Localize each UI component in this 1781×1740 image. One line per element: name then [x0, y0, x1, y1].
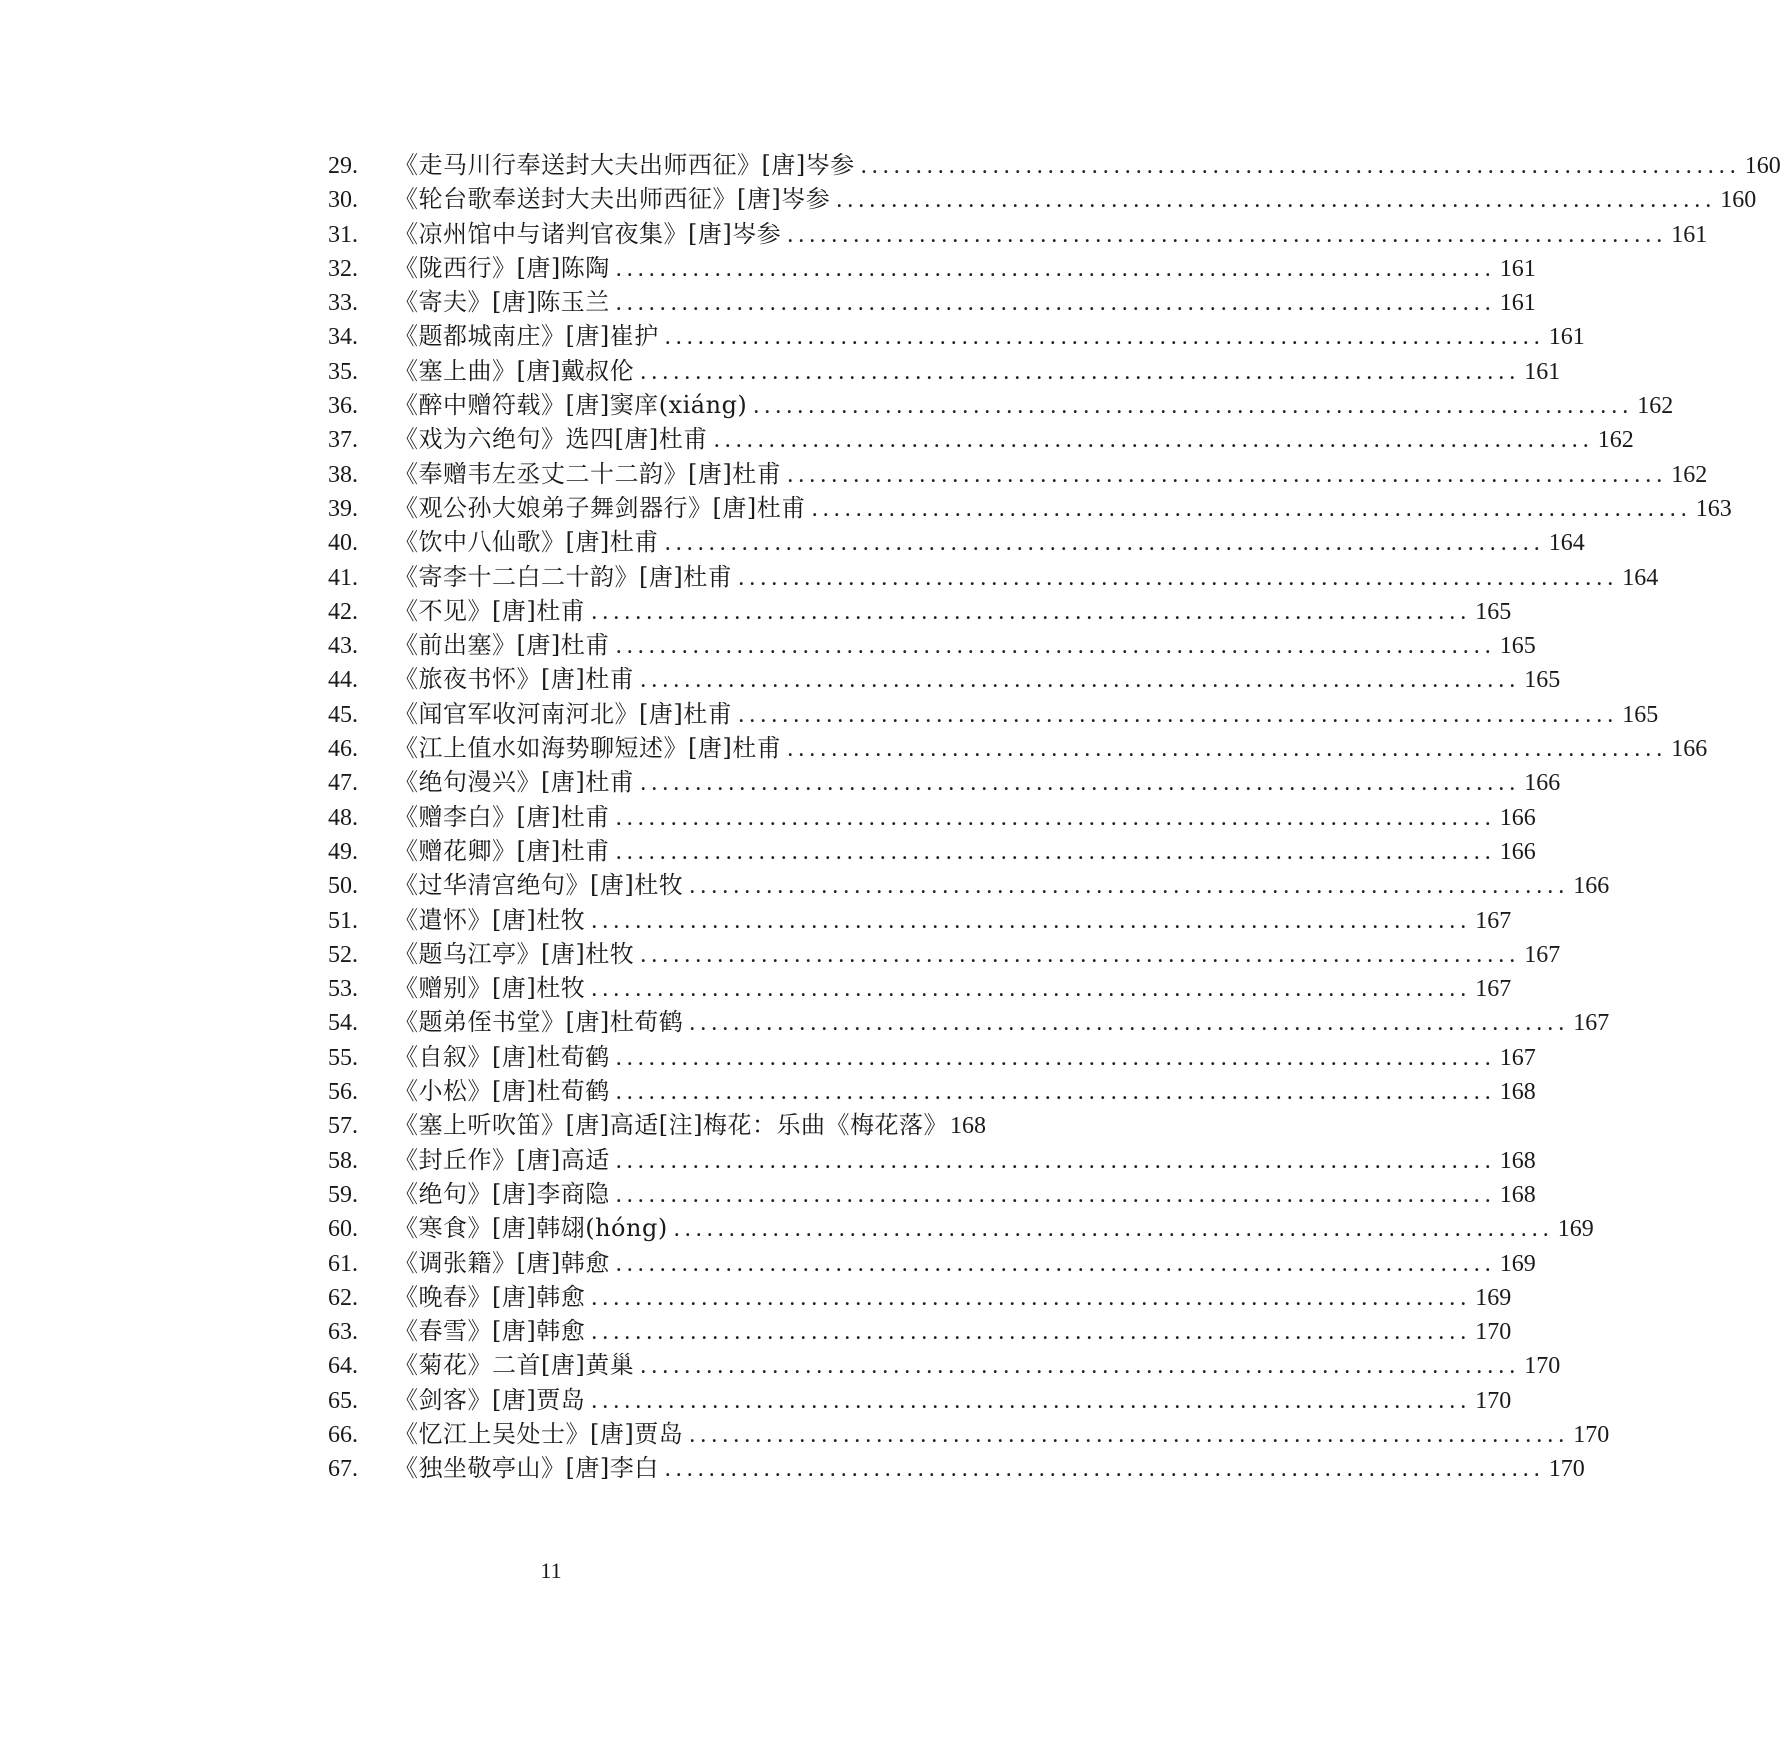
toc-entry[interactable]	[328, 628, 1536, 662]
entry-page: 162	[1597, 427, 1634, 454]
entry-page: 165	[1524, 667, 1561, 694]
toc-entry[interactable]	[328, 354, 1561, 388]
entry-page: 164	[1622, 564, 1659, 591]
entry-page: 161	[1524, 358, 1561, 385]
toc-entry[interactable]	[328, 285, 1536, 319]
entry-title: 《饮中八仙歌》[唐]杜甫	[394, 528, 659, 557]
dot-leader: ................................................................................	[738, 564, 1619, 591]
dot-leader: ................................................................................	[615, 1181, 1496, 1208]
entry-number: 43.	[328, 633, 358, 660]
entry-page: 164	[1548, 530, 1585, 557]
entry-number: 37.	[328, 427, 358, 454]
toc-entry[interactable]	[328, 1143, 1536, 1177]
entry-number: 58.	[328, 1147, 358, 1174]
toc-entry[interactable]	[328, 800, 1536, 834]
toc-entry[interactable]	[328, 937, 1561, 971]
entry-number: 35.	[328, 358, 358, 385]
entry-title: 《戏为六绝句》选四[唐]杜甫	[394, 425, 708, 454]
toc-entry[interactable]	[328, 1108, 998, 1142]
dot-leader: ................................................................................	[640, 770, 1521, 797]
entry-title: 《绝句漫兴》[唐]杜甫	[394, 768, 635, 797]
entry-number: 45.	[328, 701, 358, 728]
dot-leader: ................................................................................	[689, 1421, 1570, 1448]
toc-entry[interactable]	[328, 731, 1708, 765]
entry-page: 169	[1557, 1216, 1594, 1243]
entry-title: 《江上值水如海势聊短述》[唐]杜甫	[394, 734, 782, 763]
entry-number: 52.	[328, 941, 358, 968]
dot-leader: ................................................................................	[591, 1284, 1472, 1311]
entry-number: 47.	[328, 770, 358, 797]
entry-number: 62.	[328, 1284, 358, 1311]
entry-page: 160	[1744, 153, 1781, 179]
entry-number: 38.	[328, 461, 358, 488]
dot-leader: ................................................................................	[689, 1010, 1570, 1037]
toc-entry[interactable]	[328, 319, 1585, 353]
entry-title: 《凉州馆中与诸判官夜集》[唐]岑参	[394, 219, 782, 248]
entry-title: 《题乌江亭》[唐]杜牧	[394, 939, 635, 968]
dot-leader: ................................................................................	[640, 358, 1521, 385]
dot-leader: ................................................................................	[615, 633, 1496, 660]
entry-title: 《晚春》[唐]韩愈	[394, 1282, 586, 1311]
dot-leader: ................................................................................	[836, 187, 1717, 214]
entry-number: 53.	[328, 976, 358, 1003]
entry-title: 《不见》[唐]杜甫	[394, 596, 586, 625]
entry-page: 162	[1671, 461, 1708, 488]
dot-leader: ................................................................................	[591, 1319, 1472, 1346]
entry-page: 167	[1475, 907, 1512, 934]
entry-number: 57.	[328, 1113, 358, 1140]
entry-title: 《题弟侄书堂》[唐]杜荀鹤	[394, 1008, 684, 1037]
toc-entry[interactable]	[328, 1177, 1536, 1211]
entry-title: 《轮台歌奉送封大夫出师西征》[唐]岑参	[394, 185, 831, 214]
entry-title: 《春雪》[唐]韩愈	[394, 1317, 586, 1346]
entry-number: 31.	[328, 221, 358, 248]
entry-title: 《奉赠韦左丞丈二十二韵》[唐]杜甫	[394, 459, 782, 488]
dot-leader: ................................................................................	[787, 461, 1668, 488]
entry-number: 64.	[328, 1353, 358, 1380]
entry-number: 61.	[328, 1250, 358, 1277]
toc-entry[interactable]	[328, 1417, 1610, 1451]
entry-title: 《醉中赠符载》[唐]窦庠(xiáng)	[394, 391, 748, 420]
toc-entry[interactable]	[328, 1211, 1594, 1245]
dot-leader: ................................................................................	[615, 838, 1496, 865]
dot-leader: ................................................................................	[664, 530, 1545, 557]
entry-page: 168	[1499, 1079, 1536, 1106]
toc-entry[interactable]	[328, 491, 1732, 525]
toc-entry[interactable]	[328, 903, 1512, 937]
entry-title: 《寄李十二白二十韵》[唐]杜甫	[394, 562, 733, 591]
entry-title: 《观公孙大娘弟子舞剑器行》[唐]杜甫	[394, 493, 806, 522]
entry-title: 《封丘作》[唐]高适	[394, 1145, 610, 1174]
entry-page: 168	[949, 1113, 986, 1140]
entry-page: 166	[1499, 838, 1536, 865]
entry-page: 166	[1524, 770, 1561, 797]
entry-page: 166	[1573, 873, 1610, 900]
entry-title: 《闻官军收河南河北》[唐]杜甫	[394, 699, 733, 728]
dot-leader: ................................................................................	[664, 324, 1545, 351]
entry-title: 《遣怀》[唐]杜牧	[394, 905, 586, 934]
dot-leader: ................................................................................	[591, 598, 1472, 625]
dot-leader: ................................................................................	[753, 393, 1634, 420]
table-of-contents	[328, 148, 1781, 1486]
entry-number: 42.	[328, 598, 358, 625]
entry-number: 40.	[328, 530, 358, 557]
toc-entry[interactable]	[328, 1040, 1536, 1074]
toc-entry[interactable]	[328, 182, 1757, 216]
entry-number: 63.	[328, 1319, 358, 1346]
entry-title: 《寒食》[唐]韩翃(hóng)	[394, 1214, 668, 1243]
entry-page: 165	[1622, 701, 1659, 728]
toc-entry[interactable]	[328, 1074, 1536, 1108]
toc-entry[interactable]	[328, 525, 1585, 559]
entry-page: 165	[1475, 598, 1512, 625]
entry-page: 166	[1499, 804, 1536, 831]
entry-page: 169	[1499, 1250, 1536, 1277]
entry-number: 49.	[328, 838, 358, 865]
toc-entry[interactable]	[328, 765, 1561, 799]
entry-page: 166	[1671, 736, 1708, 763]
toc-entry[interactable]	[328, 834, 1536, 868]
toc-entry[interactable]	[328, 1246, 1536, 1280]
entry-page: 163	[1695, 495, 1732, 522]
toc-entry[interactable]	[328, 457, 1708, 491]
dot-leader: ................................................................................	[713, 427, 1594, 454]
entry-title: 《寄夫》[唐]陈玉兰	[394, 288, 610, 317]
toc-entry[interactable]	[328, 251, 1536, 285]
dot-leader: ................................................................................	[615, 1044, 1496, 1071]
toc-entry[interactable]	[328, 422, 1634, 456]
toc-entry[interactable]	[328, 868, 1610, 902]
entry-page: 160	[1720, 187, 1757, 214]
entry-number: 46.	[328, 736, 358, 763]
entry-number: 51.	[328, 907, 358, 934]
toc-entry[interactable]	[328, 594, 1512, 628]
toc-entry[interactable]	[328, 971, 1512, 1005]
entry-page: 167	[1573, 1010, 1610, 1037]
toc-entry[interactable]	[328, 1348, 1561, 1382]
entry-title: 《塞上听吹笛》[唐]高适[注]梅花：乐曲《梅花落》	[394, 1111, 948, 1140]
entry-title: 《题都城南庄》[唐]崔护	[394, 322, 659, 351]
entry-number: 66.	[328, 1421, 358, 1448]
entry-number: 59.	[328, 1181, 358, 1208]
dot-leader: ................................................................................	[615, 1147, 1496, 1174]
dot-leader: ................................................................................	[615, 1079, 1496, 1106]
dot-leader: ................................................................................	[591, 907, 1472, 934]
entry-page: 170	[1475, 1387, 1512, 1414]
entry-title: 《赠花卿》[唐]杜甫	[394, 836, 610, 865]
entry-title: 《忆江上吴处士》[唐]贾岛	[394, 1419, 684, 1448]
entry-number: 67.	[328, 1456, 358, 1483]
dot-leader: ................................................................................	[615, 290, 1496, 317]
entry-number: 33.	[328, 290, 358, 317]
entry-number: 41.	[328, 564, 358, 591]
dot-leader: ................................................................................	[615, 1250, 1496, 1277]
entry-page: 167	[1475, 976, 1512, 1003]
dot-leader: ................................................................................	[640, 941, 1521, 968]
entry-number: 39.	[328, 495, 358, 522]
entry-title: 《赠李白》[唐]杜甫	[394, 802, 610, 831]
entry-title: 《过华清宫绝句》[唐]杜牧	[394, 871, 684, 900]
dot-leader: ................................................................................	[640, 667, 1521, 694]
entry-page: 170	[1475, 1319, 1512, 1346]
toc-entry[interactable]	[328, 1383, 1512, 1417]
toc-entry[interactable]	[328, 217, 1708, 251]
entry-page: 169	[1475, 1284, 1512, 1311]
entry-title: 《小松》[唐]杜荀鹤	[394, 1077, 610, 1106]
entry-title: 《走马川行奉送封大夫出师西征》[唐]岑参	[394, 151, 855, 179]
entry-number: 50.	[328, 873, 358, 900]
dot-leader: ................................................................................	[640, 1353, 1521, 1380]
toc-entry[interactable]	[328, 1005, 1610, 1039]
entry-page: 170	[1524, 1353, 1561, 1380]
entry-number: 56.	[328, 1079, 358, 1106]
entry-number: 55.	[328, 1044, 358, 1071]
entry-title: 《独坐敬亭山》[唐]李白	[394, 1454, 659, 1483]
entry-number: 30.	[328, 187, 358, 214]
dot-leader: ................................................................................	[591, 976, 1472, 1003]
entry-page: 161	[1548, 324, 1585, 351]
dot-leader: ................................................................................	[860, 153, 1741, 179]
entry-page: 170	[1548, 1456, 1585, 1483]
entry-page: 167	[1499, 1044, 1536, 1071]
entry-number: 34.	[328, 324, 358, 351]
entry-page: 168	[1499, 1147, 1536, 1174]
entry-page: 167	[1524, 941, 1561, 968]
entry-title: 《塞上曲》[唐]戴叔伦	[394, 356, 635, 385]
entry-page: 161	[1499, 255, 1536, 282]
dot-leader: ................................................................................	[689, 873, 1570, 900]
dot-leader: ................................................................................	[664, 1456, 1545, 1483]
entry-number: 44.	[328, 667, 358, 694]
entry-number: 32.	[328, 255, 358, 282]
entry-number: 48.	[328, 804, 358, 831]
entry-page: 168	[1499, 1181, 1536, 1208]
entry-page: 170	[1573, 1421, 1610, 1448]
entry-page: 162	[1637, 393, 1674, 420]
dot-leader: ................................................................................	[787, 736, 1668, 763]
toc-entry[interactable]	[328, 148, 1781, 182]
entry-title: 《旅夜书怀》[唐]杜甫	[394, 665, 635, 694]
entry-number: 60.	[328, 1216, 358, 1243]
entry-number: 36.	[328, 393, 358, 420]
entry-title: 《赠别》[唐]杜牧	[394, 974, 586, 1003]
page-number: 11	[540, 1558, 562, 1583]
dot-leader: ................................................................................	[615, 804, 1496, 831]
entry-number: 54.	[328, 1010, 358, 1037]
dot-leader: ................................................................................	[591, 1387, 1472, 1414]
entry-title: 《自叙》[唐]杜荀鹤	[394, 1042, 610, 1071]
dot-leader: ................................................................................	[811, 495, 1692, 522]
toc-entry[interactable]	[328, 662, 1561, 696]
dot-leader: ................................................................................	[615, 255, 1496, 282]
toc-entry[interactable]	[328, 1280, 1512, 1314]
entry-title: 《绝句》[唐]李商隐	[394, 1179, 610, 1208]
dot-leader: ................................................................................	[673, 1216, 1554, 1243]
entry-title: 《陇西行》[唐]陈陶	[394, 253, 610, 282]
toc-entry[interactable]	[328, 1314, 1512, 1348]
entry-title: 《菊花》二首[唐]黄巢	[394, 1351, 635, 1380]
entry-number: 29.	[328, 153, 358, 179]
toc-entry[interactable]	[328, 388, 1674, 422]
dot-leader: ................................................................................	[787, 221, 1668, 248]
toc-entry[interactable]	[328, 1451, 1585, 1485]
toc-entry[interactable]	[328, 560, 1659, 594]
entry-page: 161	[1499, 290, 1536, 317]
entry-title: 《剑客》[唐]贾岛	[394, 1385, 586, 1414]
entry-page: 161	[1671, 221, 1708, 248]
entry-title: 《调张籍》[唐]韩愈	[394, 1248, 610, 1277]
toc-entry[interactable]	[328, 697, 1659, 731]
entry-page: 165	[1499, 633, 1536, 660]
entry-title: 《前出塞》[唐]杜甫	[394, 631, 610, 660]
dot-leader: ................................................................................	[738, 701, 1619, 728]
entry-number: 65.	[328, 1387, 358, 1414]
